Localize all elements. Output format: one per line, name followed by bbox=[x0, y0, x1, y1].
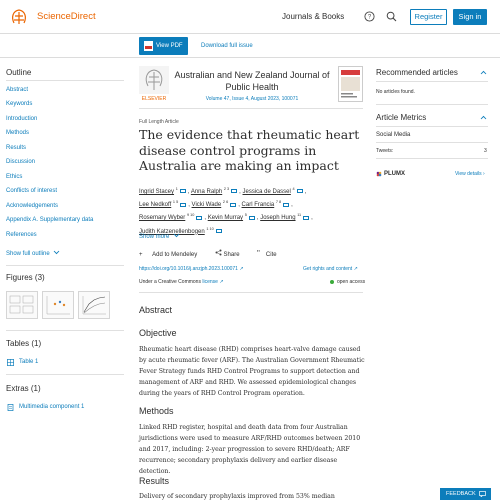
rights-link[interactable] bbox=[303, 266, 358, 272]
article-actions bbox=[139, 249, 293, 258]
email-icon bbox=[249, 216, 255, 220]
search-icon[interactable] bbox=[386, 11, 397, 22]
tweets-count: 3 bbox=[484, 148, 487, 154]
author-name: Anna Ralph bbox=[190, 189, 223, 195]
figure-thumbnail[interactable] bbox=[6, 291, 38, 319]
email-icon bbox=[303, 216, 309, 220]
multimedia-link[interactable]: Multimedia component 1 bbox=[19, 404, 85, 410]
open-access-badge bbox=[330, 279, 365, 285]
show-full-outline-label: Show full outline bbox=[6, 251, 50, 257]
figures-title: Figures (3) bbox=[6, 273, 45, 282]
brand-name[interactable]: ScienceDirect bbox=[37, 11, 96, 22]
help-icon[interactable] bbox=[364, 11, 375, 22]
author-name: Kevin Murray bbox=[207, 215, 244, 222]
email-icon bbox=[231, 189, 237, 193]
author-affiliation: 5 bbox=[244, 213, 247, 218]
author-name: Carl Francia bbox=[241, 202, 275, 209]
author-name: Ingrid Stacey bbox=[139, 189, 175, 195]
svg-text:": " bbox=[257, 249, 261, 256]
outline-item[interactable]: Acknowledgements bbox=[6, 203, 59, 209]
author-affiliation: 1 10 bbox=[206, 226, 214, 231]
author-entry[interactable]: Kevin Murray $^5$ , bbox=[207, 213, 259, 222]
show-more-label: Show more bbox=[139, 234, 170, 240]
external-link-icon: ↗ bbox=[353, 266, 358, 272]
outline-item[interactable]: Abstract bbox=[6, 87, 29, 93]
view-pdf-button[interactable] bbox=[139, 37, 188, 55]
email-icon bbox=[180, 189, 186, 193]
author-name: Lee Nedkoff bbox=[139, 202, 172, 209]
share-label: Share bbox=[223, 252, 240, 258]
chevron-right-icon: › bbox=[482, 171, 485, 177]
add-mendeley-label: Add to Mendeley bbox=[152, 252, 198, 258]
chevron-down-icon bbox=[53, 250, 60, 255]
elsevier-logo[interactable] bbox=[8, 8, 30, 26]
author-name: Rosemary Wyber bbox=[139, 215, 186, 222]
view-details-label: View details bbox=[455, 171, 482, 177]
email-icon bbox=[216, 229, 222, 233]
license-prefix: Under a Creative Commons bbox=[139, 279, 201, 285]
author-affiliation: 9 10 bbox=[186, 213, 195, 218]
divider bbox=[139, 292, 363, 293]
outline-item[interactable]: References bbox=[6, 232, 37, 238]
author-entry[interactable]: Jessica de Dassel $^4$ , bbox=[242, 187, 307, 195]
article-title: The evidence that rheumatic heart disease control programs in Australia are making an impact bbox=[139, 127, 360, 173]
license-statement bbox=[139, 279, 224, 285]
author-entry[interactable]: Rosemary Wyber $^{9 10}$ , bbox=[139, 213, 207, 222]
license-link[interactable]: license bbox=[202, 279, 218, 285]
journal-title[interactable] bbox=[172, 69, 332, 93]
sign-in-button[interactable]: Sign in bbox=[453, 9, 487, 25]
author-entry[interactable]: Ingrid Stacey $^1$ , bbox=[139, 187, 190, 195]
top-header bbox=[0, 0, 500, 34]
author-list bbox=[139, 184, 365, 237]
article-type: Full Length Article bbox=[139, 119, 179, 125]
author-affiliation: 2 3 bbox=[223, 187, 230, 191]
share-button[interactable] bbox=[215, 252, 249, 258]
outline-item[interactable]: Keywords bbox=[6, 101, 33, 107]
author-entry[interactable]: Anna Ralph $^{2 3}$ , bbox=[190, 187, 241, 195]
journals-books-link[interactable]: Journals & Books bbox=[282, 12, 345, 21]
outline-item[interactable]: Introduction bbox=[6, 116, 38, 122]
methods-heading: Methods bbox=[139, 406, 174, 416]
open-access-icon bbox=[330, 280, 334, 284]
outline-item[interactable]: Discussion bbox=[6, 159, 36, 165]
elsevier-tree-logo bbox=[139, 66, 169, 102]
figure-preview bbox=[7, 292, 37, 318]
author-affiliation: 1 5 bbox=[172, 200, 179, 205]
divider bbox=[6, 265, 124, 266]
no-articles-text: No articles found. bbox=[376, 89, 415, 95]
outline-item[interactable]: Methods bbox=[6, 130, 30, 136]
outline-item[interactable]: Conflicts of interest bbox=[6, 188, 58, 194]
divider bbox=[376, 81, 488, 82]
cite-button[interactable] bbox=[257, 249, 284, 258]
plus-icon: + bbox=[139, 252, 145, 258]
email-icon bbox=[180, 203, 186, 207]
email-icon bbox=[283, 203, 289, 207]
figure-preview bbox=[79, 292, 109, 318]
view-details-link[interactable] bbox=[455, 171, 485, 177]
plumx-logo-icon bbox=[376, 171, 382, 177]
feedback-label: FEEDBACK bbox=[446, 491, 476, 497]
share-icon bbox=[215, 249, 222, 256]
author-name: Judith Katzenellenbogen bbox=[139, 228, 205, 235]
open-access-label: open access bbox=[337, 279, 366, 285]
tables-title: Tables (1) bbox=[6, 339, 42, 348]
email-icon bbox=[196, 216, 202, 220]
figure-thumbnail[interactable] bbox=[42, 291, 74, 319]
rights-label: Get rights and content bbox=[303, 266, 353, 272]
metrics-title[interactable]: Article Metrics bbox=[376, 113, 427, 122]
external-link-icon: ↗ bbox=[219, 279, 224, 285]
outline-title: Outline bbox=[6, 68, 32, 77]
author-name: Vicki Wade bbox=[191, 202, 222, 209]
table-icon bbox=[7, 359, 14, 366]
outline-item[interactable]: Results bbox=[6, 145, 27, 151]
author-name: Jessica de Dassel bbox=[242, 189, 291, 195]
author-affiliation: 2 6 bbox=[222, 200, 229, 205]
plumx-logo: PLUMX bbox=[384, 171, 405, 177]
social-media-label: Social Media bbox=[376, 132, 411, 138]
journal-title-line1: Australian and New Zealand Journal of bbox=[174, 70, 330, 80]
methods-text: Linked RHD register, hospital and death data from four Australian jurisdictions were used to measure ARF/RHD outcomes between 2010 and 2017, including: 2-year progression to severe RHD/death; ARF recurrence; secondary prophylaxis delivery and earlier disease detection. bbox=[139, 424, 361, 475]
quote-icon bbox=[257, 249, 264, 256]
pdf-icon bbox=[144, 41, 153, 51]
divider bbox=[376, 158, 488, 159]
results-heading: Results bbox=[139, 476, 170, 486]
table-link[interactable]: Table 1 bbox=[19, 359, 39, 365]
objective-text: Rheumatic heart disease (RHD) comprises heart-valve damage caused by acute rheumatic fever (ARF). The Australian Government Rheumatic Fever Strategy funds RHD Control Programs to support detection and management of ARF and RHD. We assessed epidemiological changes during the years of RHD Control Program operation. bbox=[139, 346, 365, 397]
divider bbox=[139, 108, 363, 109]
cite-label: Cite bbox=[265, 252, 277, 258]
show-full-outline-button[interactable] bbox=[6, 250, 60, 257]
tweets-label: Tweets: bbox=[376, 148, 394, 154]
doi-link[interactable] bbox=[139, 266, 244, 272]
journal-issue-link[interactable]: Volume 47, Issue 4, August 2023, 100071 bbox=[205, 96, 299, 102]
view-pdf-label: View PDF bbox=[156, 43, 183, 49]
divider bbox=[6, 80, 124, 81]
feedback-button[interactable] bbox=[440, 488, 491, 500]
author-entry[interactable]: Joseph Hung $^{11}$ , bbox=[260, 213, 313, 222]
journal-cover-image bbox=[339, 67, 362, 101]
figure-preview bbox=[43, 292, 73, 318]
email-icon bbox=[297, 189, 303, 193]
recommended-title[interactable]: Recommended articles bbox=[376, 68, 458, 77]
journal-title-line2: Public Health bbox=[225, 82, 279, 92]
chat-icon bbox=[479, 491, 486, 497]
svg-text:?: ? bbox=[367, 14, 372, 21]
divider bbox=[376, 126, 488, 127]
extras-title: Extras (1) bbox=[6, 384, 41, 393]
outline-item[interactable]: Appendix A. Supplementary data bbox=[6, 217, 94, 223]
attachment-icon bbox=[7, 404, 14, 411]
author-affiliation: 1 bbox=[175, 187, 178, 191]
email-icon bbox=[230, 203, 236, 207]
add-mendeley-button[interactable] bbox=[139, 252, 205, 258]
author-name: Joseph Hung bbox=[260, 215, 296, 222]
chevron-up-icon[interactable] bbox=[480, 115, 487, 120]
journal-cover[interactable] bbox=[338, 66, 363, 102]
outline-item[interactable]: Ethics bbox=[6, 174, 23, 180]
divider bbox=[6, 374, 124, 375]
objective-heading: Objective bbox=[139, 328, 177, 338]
external-link-icon: ↗ bbox=[239, 266, 244, 272]
register-button[interactable]: Register bbox=[410, 9, 447, 25]
divider bbox=[376, 104, 488, 105]
chevron-down-icon bbox=[173, 233, 180, 238]
svg-text:ELSEVIER: ELSEVIER bbox=[141, 96, 167, 102]
download-issue-link[interactable]: Download full issue bbox=[201, 43, 253, 49]
divider bbox=[6, 330, 124, 331]
author-affiliation: 4 bbox=[292, 187, 295, 191]
author-entry[interactable]: Lee Nedkoff $^{1 5}$ , bbox=[139, 200, 190, 209]
results-text: Delivery of secondary prophylaxis improved from 53% median bbox=[139, 493, 335, 500]
abstract-heading: Abstract bbox=[139, 305, 173, 315]
author-affiliation: 7 8 bbox=[275, 200, 282, 205]
author-affiliation: 11 bbox=[297, 213, 302, 218]
chevron-up-icon[interactable] bbox=[480, 70, 487, 75]
author-entry[interactable]: Vicki Wade $^{2 6}$ , bbox=[191, 200, 240, 209]
divider bbox=[376, 142, 488, 143]
show-more-button[interactable] bbox=[139, 233, 180, 240]
author-entry[interactable]: Carl Francia $^{7 8}$ , bbox=[241, 200, 293, 209]
doi-url: https://doi.org/10.1016/j.anzjph.2023.100071 bbox=[139, 266, 238, 272]
figure-thumbnail[interactable] bbox=[78, 291, 110, 319]
